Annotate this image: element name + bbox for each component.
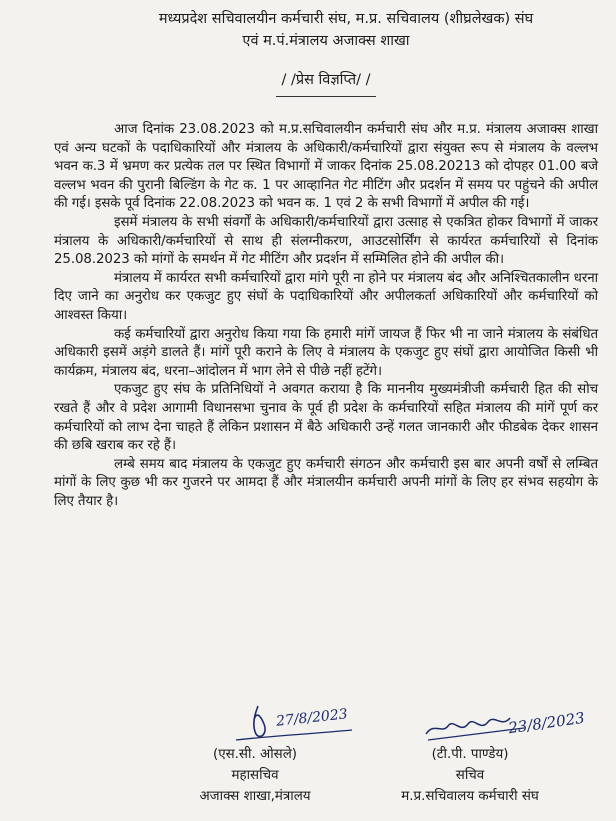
right-signatory [350, 744, 590, 807]
signature-area [0, 700, 616, 821]
left-signatory-name: (एस.सी. ओसले) [212, 747, 298, 762]
right-signatory-org: म.प्र.सचिवालय कर्मचारी संघ [401, 789, 539, 804]
paragraph-2: इसमें मंत्रालय के सभी संवर्गों के अधिकारी/कर्मचारियों द्वारा उत्साह से एकत्रित होकर विभागों में जाकर मंत्रालय के अधिकारी/कर्मचारियों से साथ ही संलग्नीकरण, आउटसोर्सिंग से कार्यरत कर्मचारियों से दिनांक 25.08.2023 को मांगों के समर्थन में गेट मीटिंग और प्रदर्शन में सम्मिलित होने की अपील की। [54, 214, 598, 268]
paragraph-3: मंत्रालय में कार्यरत सभी कर्मचारियों द्वारा मांगे पूरी ना होने पर मंत्रालय बंद और अनिश्चितकालीन धरना दिए जाने का अनुरोध कर एकजुट हुए संघों के पदाधिकारियों और अपीलकर्ता अधिकारियों और कर्मचारियों को आश्वस्त किया। [54, 270, 598, 323]
left-signatory [170, 744, 340, 807]
left-signatory-org: अजाक्स शाखा,मंत्रालय [199, 789, 311, 804]
right-signatory-designation: सचिव [455, 768, 485, 783]
left-signatory-designation: महासचिव [231, 768, 279, 783]
right-signatory-name: (टी.पी. पाण्डेय) [431, 747, 509, 762]
paragraph-5: एकजुट हुए संघ के प्रतिनिधियों ने अवगत कराया है कि माननीय मुख्यमंत्रीजी कर्मचारी हित की सोच रखते हैं और वे प्रदेश आगामी विधानसभा चुनाव के पूर्व ही प्रदेश के कर्मचारियों सहित मंत्रालय की मांगें पूर्ण कर कर्मचारियों को लाभ देना चाहते हैं लेकिन प्रशासन में बैठे अधिकारी उन्हें गलत जानकारी और फीडबेक देकर शासन की छबि खराब कर रहे हैं। [54, 382, 598, 454]
header-line-1: मध्यप्रदेश सचिवालयीन कर्मचारी संघ, म.प्र. सचिवालय (शीघ्रलेखक) संघ [158, 11, 534, 27]
title-underline [276, 96, 376, 97]
press-release-title: / /प्रेस विज्ञप्ति/ / [281, 72, 371, 88]
left-handwritten-date: 27/8/2023 [275, 706, 349, 730]
paragraph-1: आज दिनांक 23.08.2023 को म.प्र.सचिवालयीन कर्मचारी संघ और म.प्र. मंत्रालय अजाक्स शाखा एवं अन्य घटकों के पदाधिकारियों और मंत्रालय के अधिकारी/कर्मचारियों द्वारा संयुक्त रूप से मंत्रालय के वल्लभ भवन क.3 में भ्रमण कर प्रत्येक तल पर स्थित विभागों में जाकर दिनांक 25.08.20213 को दोपहर 01.00 बजे वल्लभ भवन की पुरानी बिल्डिंग के गेट क. 1 पर आव्हानित गेट मीटिंग और प्रदर्शन में समय पर पहुंचने की अपील की गई। इसके पूर्व दिनांक 22.08.2023 को भवन क. 1 एवं 2 के सभी विभागों में अपील की गई। [54, 122, 598, 212]
paragraph-4: कई कर्मचारियों द्वारा अनुरोध किया गया कि हमारी मांगें जायज हैं फिर भी ना जाने मंत्रालय के संबंधित अधिकारी इसमें अड़ंगे डालते हैं। मांगें पूरी कराने के लिए वे मंत्रालय के एकजुट हुए संघों द्वारा आयोजित किसी भी कार्यक्रम, मंत्रालय बंद, धरना–आंदोलन में भाग लेने से पीछे नहीं हटेंगे। [54, 326, 598, 379]
header-line-2: एवं म.पं.मंत्रालय अजाक्स शाखा [242, 33, 410, 49]
right-handwritten-date: 23/8/2023 [507, 708, 586, 738]
paragraph-6: लम्बे समय बाद मंत्रालय के एकजुट हुए कर्मचारी संगठन और कर्मचारी इस बार अपनी वर्षों से लम्बित मांगों के लिए कुछ भी कर गुजरने पर आमदा हैं और मंत्रालयीन कर्मचारी अपनी मांगों के लिए हर संभव सहयोग के लिए तैयार है। [54, 456, 598, 509]
